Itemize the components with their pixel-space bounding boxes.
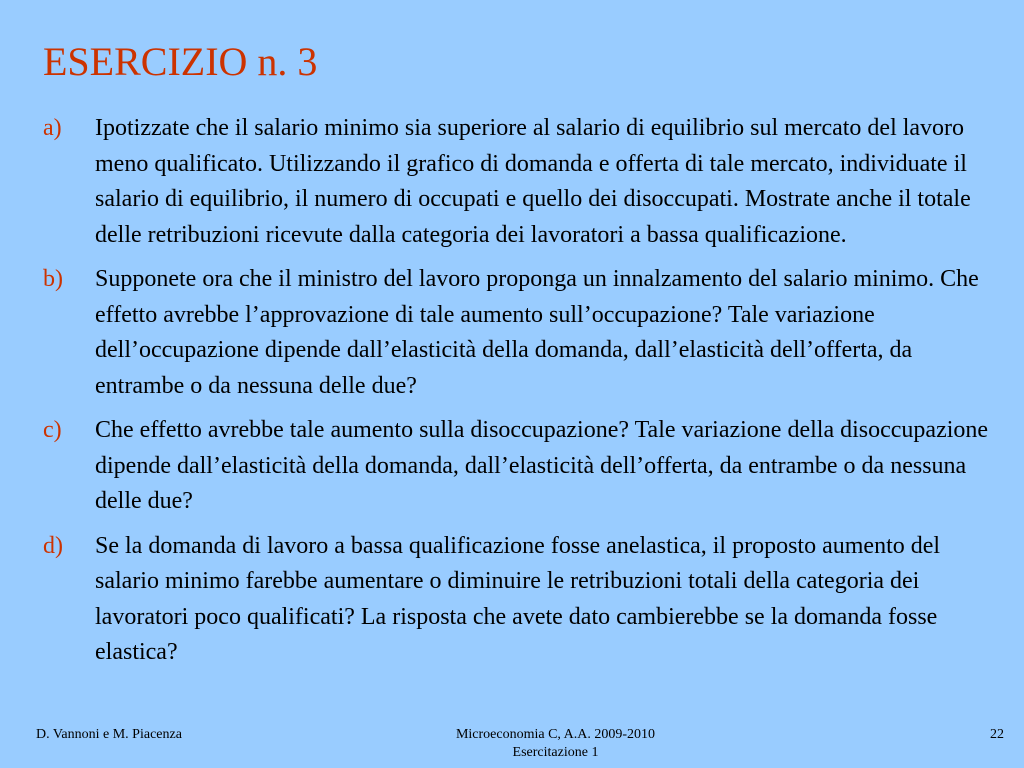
item-text: Se la domanda di lavoro a bassa qualificazione fosse anelastica, il proposto aumento del salario minimo farebbe aumentare o diminuire le retribuzioni totali della categoria dei lavoratori poco qualificati? La risposta che avete dato cambierebbe se la domanda fosse elastica?: [95, 532, 941, 665]
footer-course-info: [413, 726, 698, 762]
item-marker: a): [43, 115, 62, 141]
footer-session: Esercitazione 1: [512, 745, 599, 760]
item-marker: c): [43, 417, 62, 443]
exercise-item-d: [43, 529, 1003, 671]
exercise-item-c: [43, 413, 1003, 520]
item-text: Ipotizzate che il salario minimo sia superiore al salario di equilibrio sul mercato del lavoro meno qualificato. Utilizzando il grafico di domanda e offerta di tale mercato, individuate il salario di equilibrio, il numero di occupati e quello dei disoccupati. Mostrate anche il totale delle retribuzioni ricevute dalla categoria dei lavoratori a bassa qualificazione.: [95, 115, 971, 248]
footer-course: Microeconomia C, A.A. 2009-2010: [455, 727, 656, 742]
item-marker: d): [43, 532, 63, 559]
exercise-item-b: [43, 262, 1003, 404]
item-text: Che effetto avrebbe tale aumento sulla disoccupazione? Tale variazione della disoccupazione dipende dall’elasticità della domanda, dall’elasticità dell’offerta, da entrambe o da nessuna delle due?: [95, 417, 989, 514]
exercise-item-a: [43, 111, 1003, 253]
item-text: Supponete ora che il ministro del lavoro proponga un innalzamento del salario minimo. Che effetto avrebbe l’approvazione di tale aumento sull’occupazione? Tale variazione dell’occupazione dipende dall’elasticità della domanda, dall’elasticità dell’offerta, da entrambe o da nessuna delle due?: [95, 266, 979, 399]
item-marker: b): [43, 266, 63, 292]
footer-authors: D. Vannoni e M. Piacenza: [36, 727, 182, 742]
slide-title: ESERCIZIO n. 3: [43, 39, 318, 84]
page-number: 22: [990, 727, 1004, 742]
exercise-list: [43, 111, 1003, 680]
